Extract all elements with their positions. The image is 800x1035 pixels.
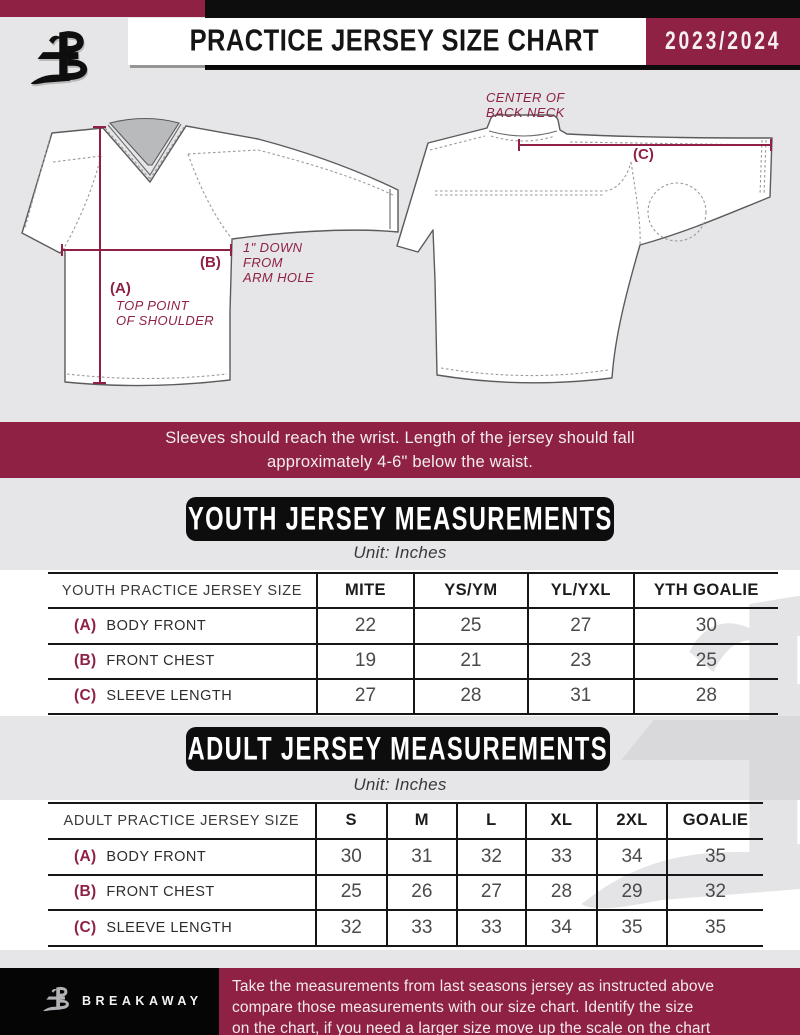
adult-heading: ADULT JERSEY MEASUREMENTS	[187, 730, 609, 767]
youth-header-size: YOUTH PRACTICE JERSEY SIZE	[61, 582, 303, 599]
cell-value: 34	[525, 911, 596, 945]
cell-value: 28	[633, 680, 778, 713]
label-B: (B)	[200, 254, 221, 271]
note-shoulder-line2: OF SHOULDER	[116, 313, 215, 328]
label-C: (C)	[633, 146, 654, 163]
measure-line-B-cap-right	[230, 244, 232, 256]
measure-line-C-cap-left	[518, 139, 520, 151]
table-row	[48, 680, 778, 715]
youth-unit-label: Unit: Inches	[353, 543, 447, 562]
breakaway-b-logo-footer-icon	[42, 984, 73, 1017]
cell-value: 28	[525, 876, 596, 910]
cell-value: 30	[315, 840, 386, 874]
youth-row-b-label	[48, 645, 316, 678]
table-row	[48, 911, 763, 947]
cell-value: 35	[596, 911, 666, 945]
youth-header-ysym: YS/YM	[413, 574, 527, 607]
table-row	[48, 876, 763, 912]
row-prefix: (C)	[74, 687, 97, 705]
adult-row-a-label	[48, 840, 315, 874]
cell-value: 30	[633, 609, 778, 642]
cell-value: 32	[315, 911, 386, 945]
youth-header-row	[48, 574, 778, 609]
youth-row-c-label	[48, 680, 316, 713]
note-armhole-line1: 1" DOWN	[243, 240, 303, 255]
cell-value: 33	[386, 911, 456, 945]
row-prefix: (A)	[74, 616, 97, 634]
adult-header-size: ADULT PRACTICE JERSEY SIZE	[63, 812, 300, 829]
note-backneck	[486, 90, 565, 120]
row-prefix: (C)	[74, 919, 97, 937]
youth-heading: YOUTH JERSEY MEASUREMENTS	[187, 500, 613, 537]
youth-size-table	[48, 572, 778, 715]
cell-value: 34	[596, 840, 666, 874]
adult-unit-label: Unit: Inches	[353, 775, 447, 794]
cell-value: 25	[633, 645, 778, 678]
adult-header-2xl: 2XL	[596, 804, 666, 838]
table-row	[48, 609, 778, 644]
adult-heading-badge	[186, 727, 610, 771]
footer-instructions-line2: compare those measurements with our size chart. Identify the size	[232, 999, 694, 1016]
youth-header-mite: MITE	[316, 574, 413, 607]
note-armhole-line2: FROM	[243, 255, 283, 270]
row-label: SLEEVE LENGTH	[106, 688, 233, 705]
cell-value: 27	[316, 680, 413, 713]
cell-value: 32	[456, 840, 525, 874]
cell-value: 29	[596, 876, 666, 910]
adult-header-row	[48, 804, 763, 840]
note-backneck-line2: BACK NECK	[486, 105, 565, 120]
row-label: BODY FRONT	[106, 848, 207, 865]
brand-name: BREAKAWAY	[82, 994, 203, 1008]
cell-value: 31	[386, 840, 456, 874]
note-backneck-line1: CENTER OF	[486, 90, 565, 105]
cell-value: 32	[666, 876, 763, 910]
adult-header-xl: XL	[525, 804, 596, 838]
cell-value: 25	[413, 609, 527, 642]
cell-value: 19	[316, 645, 413, 678]
measure-line-B-cap-left	[61, 244, 63, 256]
season-label: 2023/2024	[664, 27, 782, 55]
note-shoulder	[116, 298, 214, 328]
cell-value: 21	[413, 645, 527, 678]
cell-value: 28	[413, 680, 527, 713]
row-label: BODY FRONT	[106, 617, 207, 634]
adult-size-table	[48, 802, 763, 947]
measure-line-A-cap-bottom	[93, 382, 106, 384]
note-armhole	[243, 240, 314, 285]
measure-line-B	[62, 249, 232, 251]
table-row	[48, 645, 778, 680]
adult-header-l: L	[456, 804, 525, 838]
label-A: (A)	[110, 280, 131, 297]
fit-note-line2: approximately 4-6" below the waist.	[267, 453, 533, 471]
adult-header-goalie: GOALIE	[666, 804, 763, 838]
row-prefix: (A)	[74, 847, 97, 865]
row-label: FRONT CHEST	[106, 884, 215, 901]
season-box	[646, 18, 800, 65]
measure-line-A	[99, 127, 101, 384]
page-title: PRACTICE JERSEY SIZE CHART	[189, 24, 600, 58]
measure-line-C-cap-right	[770, 139, 772, 151]
youth-heading-badge	[186, 497, 614, 541]
adult-header-m: M	[386, 804, 456, 838]
header-maroon-stripe	[0, 0, 205, 17]
footer-instructions-line1: Take the measurements from last seasons jersey as instructed above	[232, 978, 715, 995]
cell-value: 31	[527, 680, 633, 713]
adult-header-s: S	[315, 804, 386, 838]
adult-row-c-label	[48, 911, 315, 945]
note-shoulder-line1: TOP POINT	[116, 298, 189, 313]
cell-value: 33	[525, 840, 596, 874]
cell-value: 27	[456, 876, 525, 910]
fit-note-line1: Sleeves should reach the wrist. Length of the jersey should fall	[165, 429, 635, 447]
cell-value: 33	[456, 911, 525, 945]
cell-value: 22	[316, 609, 413, 642]
cell-value: 35	[666, 840, 763, 874]
jersey-front-diagram	[15, 112, 410, 392]
fit-note-banner	[0, 422, 800, 478]
footer-instructions	[232, 976, 792, 1035]
youth-header-ylyxl: YL/YXL	[527, 574, 633, 607]
title-box	[128, 18, 646, 65]
cell-value: 26	[386, 876, 456, 910]
row-label: SLEEVE LENGTH	[106, 920, 233, 937]
diagram-section	[0, 70, 800, 422]
row-prefix: (B)	[74, 883, 97, 901]
cell-value: 35	[666, 911, 763, 945]
row-prefix: (B)	[74, 652, 97, 670]
youth-row-a-label	[48, 609, 316, 642]
cell-value: 27	[527, 609, 633, 642]
note-armhole-line3: ARM HOLE	[243, 270, 315, 285]
footer-instructions-line3: on the chart, if you need a larger size move up the scale on the chart	[232, 1020, 711, 1035]
table-row	[48, 840, 763, 876]
measure-line-A-cap-top	[93, 126, 106, 128]
row-label: FRONT CHEST	[106, 653, 215, 670]
breakaway-b-logo-icon	[28, 27, 96, 95]
cell-value: 23	[527, 645, 633, 678]
adult-row-b-label	[48, 876, 315, 910]
youth-header-goalie: YTH GOALIE	[633, 574, 778, 607]
cell-value: 25	[315, 876, 386, 910]
